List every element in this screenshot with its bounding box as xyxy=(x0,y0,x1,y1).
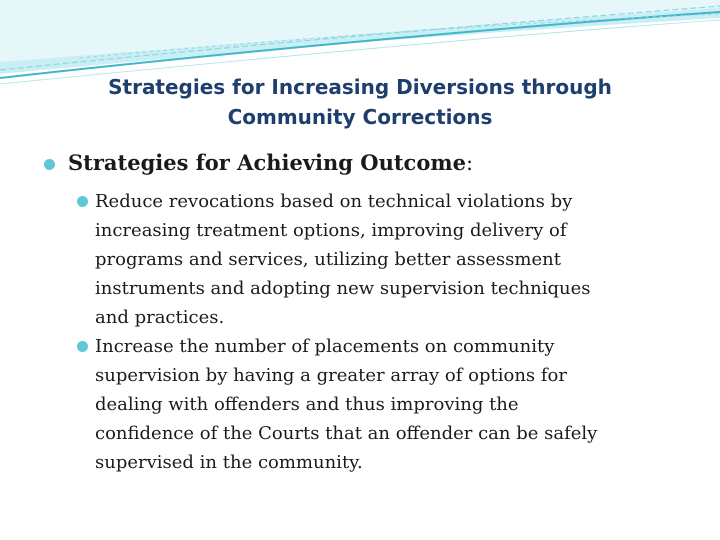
bullet-icon xyxy=(44,159,55,170)
sub-bullet-line: supervision by having a greater array of options for xyxy=(95,365,567,386)
sub-bullet-line: confidence of the Courts that an offender can be safely xyxy=(95,423,598,444)
title-line: Community Corrections xyxy=(227,105,493,129)
sub-bullet xyxy=(30,332,665,477)
main-bullet xyxy=(30,150,690,175)
bullet-icon xyxy=(77,196,88,207)
sub-bullet-line: Reduce revocations based on technical violations by xyxy=(95,191,573,212)
sub-bullet-line: dealing with offenders and thus improving the xyxy=(95,394,519,415)
main-bullet-text: Strategies for Achieving Outcome xyxy=(68,150,466,175)
sub-bullet-line: increasing treatment options, improving delivery of xyxy=(95,220,567,241)
main-bullet-colon: : xyxy=(465,151,474,175)
slide-title xyxy=(60,72,660,132)
sub-bullet-list xyxy=(30,187,690,477)
slide-content xyxy=(30,150,690,477)
bullet-icon xyxy=(77,341,88,352)
sub-bullet-line: and practices. xyxy=(95,307,225,328)
sub-bullet-line: instruments and adopting new supervision techniques xyxy=(95,278,591,299)
title-line: Strategies for Increasing Diversions through xyxy=(108,75,612,99)
sub-bullet-line: programs and services, utilizing better assessment xyxy=(95,249,561,270)
sub-bullet xyxy=(30,187,665,332)
sub-bullet-line: supervised in the community. xyxy=(95,452,363,473)
sub-bullet-line: Increase the number of placements on community xyxy=(95,336,555,357)
